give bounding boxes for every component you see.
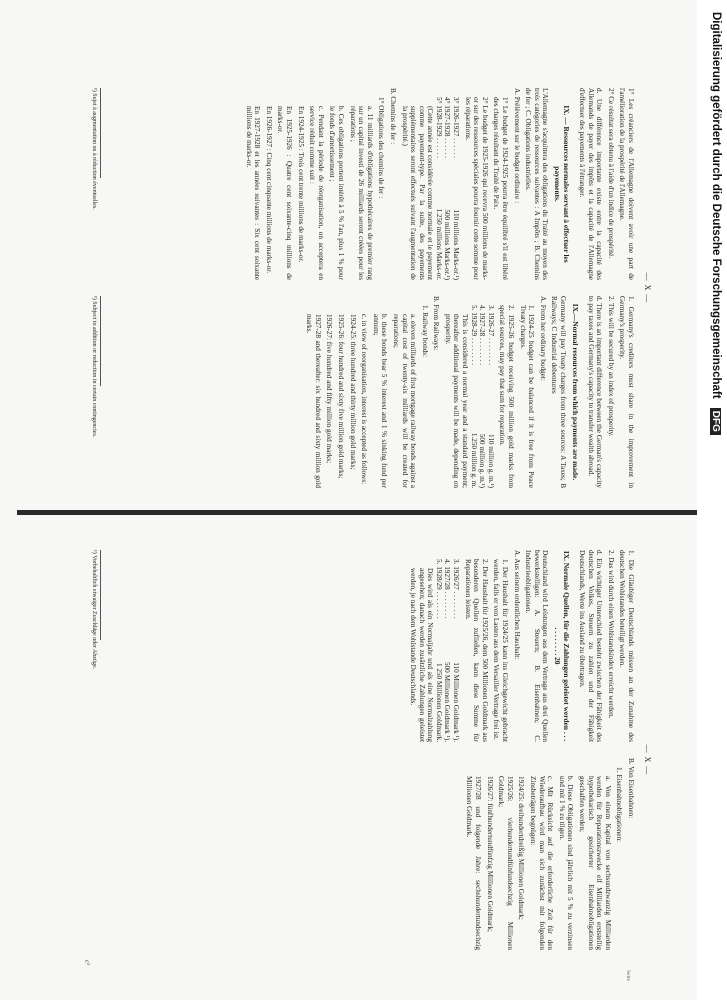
de-year-row: 5. 1928/29 . . . . . . . . 1 250 Millionen Goldmark. xyxy=(434,559,443,742)
fr-year-row: 5° 1928-1929 . . . . . . 1.250 millions Marks-or. xyxy=(434,97,443,280)
fr-bc3: En 1926-1927 : Cinq cent cinquante millions de marks-or. xyxy=(264,106,273,274)
de-bc4: 1927/28 und folgende Jahre: sechshundertundsechzig Millionen Goldmark. xyxy=(465,776,483,950)
fr-bc4: En 1927-1928 et les années suivantes : Six cent soixante millions de marks-or. xyxy=(244,106,262,280)
de-section-heading: IX. Normale Quellen, für die Zahlungen geleistet werden . . . . . . . . . . . 20 xyxy=(553,550,572,742)
fr-intro: L'Allemagne s'acquittera des obligations du Traité au moyen des trois catégories de ressources suivantes : A Impôts ; B. Chemins de fer ; C. Obligations industrielles. xyxy=(524,88,550,280)
dfg-watermark xyxy=(710,12,722,435)
french-column xyxy=(241,88,635,280)
de-a2: 2. Der Haushalt für 1925/26, dem 500 Millionen Goldmark aus besonderen Quellen zufließen, kann diese Summe für Reparationen leisten. xyxy=(463,559,489,742)
de-a1: 1. Der Haushalt für 1924/25 kann ins Gleichgewicht gebracht werden, falls er von Lasten aus dem Versailler Vertrage frei ist. xyxy=(492,559,510,742)
en-year-row: 3. 1926-27 . . . . . . . . 110 million g. m.¹) xyxy=(486,305,495,488)
de-year-row: 4. 1927/28 . . . . . . . . 500 Millionen Goldmark ¹). xyxy=(443,559,452,742)
fr-b1: 1° Obligations des chemins de fer : xyxy=(377,97,386,199)
dfg-logo: DFG xyxy=(710,408,721,435)
german-column-2 xyxy=(462,758,635,950)
fr-a-heading: A. Prélèvement sur le budget ordinaire : xyxy=(512,88,521,204)
english-column xyxy=(302,296,635,488)
left-page xyxy=(75,88,727,488)
de-a-note: Dies wird als ein Normaljahr und als eine Normalzahlung angesehen; danach werden zusätzliche Zahlungen geleistet werden, je nach dem Wohlstande Deutschlands. xyxy=(409,568,435,742)
en-year-row: 4. 1927-28 . . . . . . . . 500 million g. m.¹) xyxy=(478,305,487,488)
left-page-header: — X — xyxy=(643,272,652,304)
de-b1: 1. Eisenbahnobligationen: xyxy=(615,767,624,843)
de-footnote: ¹) Vorbehaltlich etwaiger Zuschläge oder Abzüge. xyxy=(89,550,101,640)
en-footnote: ¹) Subject to addition or reduction in certain contingencies. xyxy=(89,296,101,386)
german-column xyxy=(406,550,635,742)
de-paragraph-3: d. Ein wichtiger Unterschied besteht zwischen der Fähigkeit des deutschen Volkes, Steuern zu zahlen und der Fähigkeit Deutschlands, Werte ins Ausland zu übertragen. xyxy=(578,550,604,742)
en-paragraph-1: 1. Germany's creditors must share in the improvement in Germany's prosperity. xyxy=(618,296,635,488)
corner-mark: c³ xyxy=(83,960,91,966)
de-a-heading: A. Aus seinem ordentlichen Haushalt: xyxy=(512,550,521,660)
watermark-text: Digitalisierung gefördert durch die Deutsche Forschungsgemeinschaft xyxy=(710,12,722,399)
en-bc1: 1924-25: three hundred and thirty million gold marks; xyxy=(348,314,357,470)
en-year-row: 5. 1928-29 . . . . . . . . 1.250 million g. m. xyxy=(469,305,478,488)
en-bb: b. these bonds bear 5 % interest and 1 % sinking fund per annum; xyxy=(371,314,389,488)
right-page xyxy=(75,550,727,970)
fr-bc: c. Pendant la période de réorganisation, on acceptera en service réduit comme suit : xyxy=(308,106,325,280)
en-a-heading: A. From her ordinary budget: xyxy=(538,296,547,381)
dfg-watermark-strip xyxy=(697,0,727,1000)
fr-bc2: En 1925-1926 : Quatre cent soixante-cinq millions de marks-or. xyxy=(276,106,293,280)
de-ba: a. Von einem Kapital von sechsundzwanzig Milliarden werden für Reparationszwecke elf Milliarden erststellig hypothekarisch gesicherter Eisenbahnobligationen geschaffen werden; xyxy=(578,776,612,950)
margin-note: Seite xyxy=(625,970,631,981)
de-year-row: 3. 1926/27 . . . . . . . . 110 Millionen Goldmark ¹). xyxy=(452,559,461,742)
en-bc2: 1925-26: four hundred and sixty five million gold marks; xyxy=(336,314,345,479)
en-section-heading: IX.—Normal resources from which payments are made. xyxy=(571,303,581,481)
de-bc1: 1924/25: dreihundertdreißig Millionen Goldmark; xyxy=(517,776,526,920)
de-intro: Deutschland wird Leistungen aus dem Vertrage aus drei Quellen bewerkstelligen: A. Steuern; B. Eisenbahnen; C. Industrieobligationen. xyxy=(524,550,550,742)
fr-b-heading: B. Chemins de fer : xyxy=(388,88,397,145)
de-bb: b. Diese Obligationen sind jährlich mit 5 % zu verzinsen und mit 1 % zu tilgen. xyxy=(557,776,575,950)
en-paragraph-3: d. There is an important difference between the German's capacity to pay taxes and Germany's capacity to transfer wealth abroad. xyxy=(586,296,604,488)
en-a-note: This is considered a normal year and a standard payment; thereafter additional payments will be made, depending on prosperity. xyxy=(443,314,470,488)
en-bc: c. in view of reorganisation, interest is accepted as follows: xyxy=(360,314,369,485)
book-gutter xyxy=(17,510,697,515)
fr-year-row: 3° 1926-1927 . . . . . . 110 millions Marks-or.¹) xyxy=(452,97,461,280)
en-b-heading: B. From Railways: xyxy=(432,296,441,351)
fr-section-heading: IX. — Ressources normales servant à effectuer les payements. xyxy=(553,105,572,263)
fr-paragraph-3: d. Une différence importante existe entre la capacité des Allemands de payer des impôts et la capacité de l'Allemagne d'effectuer des payements à l'étranger. xyxy=(578,88,604,280)
fr-bb: b. Ces obligations portent intérêt à 5 % l'an, plus 1 % pour le fonds d'amortissement ; xyxy=(328,106,345,280)
de-paragraph-2: 2. Das wird durch einen Wohlstandsindex erreicht werden. xyxy=(606,550,615,719)
en-intro: Germany will pay Treaty charges from three sources: A Taxes; B Railways; C Industrial debentures xyxy=(550,296,568,488)
de-bc2: 1925/26: vierhundertundfünfundsechzig Millionen Goldmark; xyxy=(497,776,514,950)
fr-ba: a. 11 milliards d'obligations hypothécaires de premier rang sur un capital investi de 26 milliards seront créées pour les réparations ; xyxy=(348,106,374,280)
en-a2: 2. 1925-26 budget receiving 500 million gold marks from special sources, may pay that sum for reparation. xyxy=(498,305,516,488)
fr-footnote: ¹) Sujet à augmentation ou à réduction éventuelles. xyxy=(89,88,101,178)
en-a1: 1. 1924-25 budget can be balanced if it is free from Peace Treaty charges. xyxy=(518,305,536,488)
de-bc3: 1926/27: fünfhundertundfünfzig Millionen Goldmark; xyxy=(485,776,494,932)
fr-bc1: En 1924-1925 : Trois cent trente millions de marks-or. xyxy=(296,106,305,263)
en-b1: 1. Railway bonds: xyxy=(420,305,429,358)
right-page-header: — X — xyxy=(643,744,652,776)
fr-year-row: 4° 1927-1928 . . . . . . 500 millions Marks-or.¹) xyxy=(443,97,452,280)
de-paragraph-1: 1. Die Gläubiger Deutschlands müssen an der Zunahme des deutschen Wohlstandes beteiligt werden. xyxy=(618,550,635,742)
en-bc4: 1927-28 and thereafter: six hundred and sixty million gold marks. xyxy=(305,314,322,488)
de-bc: c. Mit Rücksicht auf die erforderliche Zeit für den Wiederaufbau wird man sich zunächst mit folgenden Zinsbeträgen begnügen: xyxy=(529,776,555,950)
en-bc3: 1926-27: five hundred and fifty million gold marks; xyxy=(325,314,334,464)
fr-a-note: (Cette année est considérée comme normale et le payement comme payement-type. Par la suite, des payements supplémentaires seront effectués suivant l'augmentation de la prospérité.) xyxy=(400,106,435,280)
de-b-heading: B. Von Eisenbahnen: xyxy=(627,758,635,819)
fr-a2: 2° Le budget de 1925-1926 qui recevra 500 millions de marks-or sur des ressources spéciales pourra fournir cette somme pour les réparations. xyxy=(463,97,489,280)
fr-paragraph-1: 1° Les créanciers de l'Allemagne doivent avoir une part de l'amélioration de la prospérité de l'Allemagne. xyxy=(618,88,635,280)
en-paragraph-2: 2. This will be secured by an index of prosperity. xyxy=(606,296,615,437)
en-ba: a. eleven milliards of first mortgage railway bonds against a capital cost of twenty-six milliards will be created for reparations; xyxy=(391,314,418,488)
fr-paragraph-2: 2° Ce résultat sera obtenu à l'aide d'un indice de prospérité. xyxy=(606,88,615,259)
fr-a1: 1° Le budget de 1924-1925 pourra être équilibré s'il est libéré des charges résultant du Traité de Paix. xyxy=(492,97,510,280)
